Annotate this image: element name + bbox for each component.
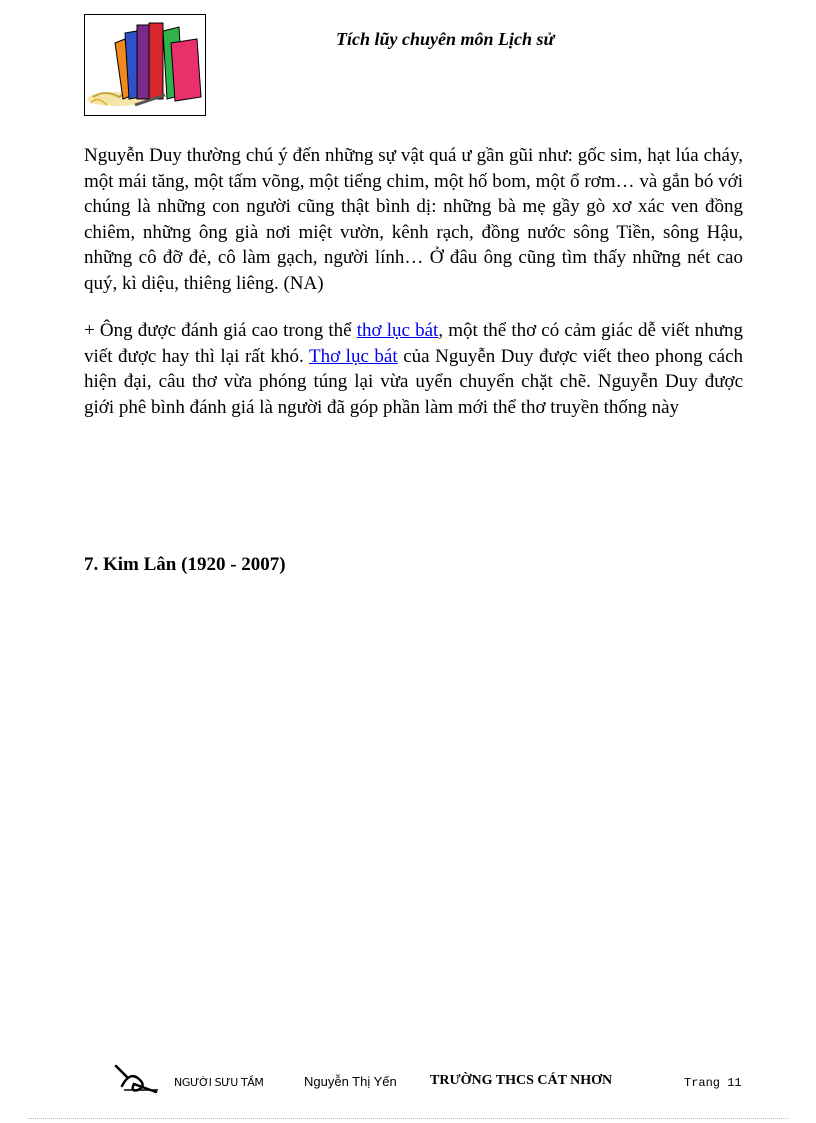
- header-title: Tích lũy chuyên môn Lịch sử: [336, 29, 555, 49]
- paragraph-text: của Nguyễn Duy được viết theo phong cách hiện đại, câu thơ vừa phóng túng lại vừa uyển chuyển chặt chẽ. Nguyễn Duy được giới phê bình đánh giá là người đã góp phần làm mới thể thơ truyền thống này: [84, 345, 744, 418]
- pen-signature-icon: [112, 1060, 162, 1096]
- paragraph-text: + Ông được đánh giá cao trong thể: [84, 320, 357, 341]
- section-heading: 7. Kim Lân (1920 - 2007): [84, 554, 286, 575]
- books-icon: [85, 15, 205, 115]
- books-logo: [84, 14, 206, 116]
- body-paragraph-1: Nguyễn Duy thường chú ý đến những sự vật quá ư gần gũi như: gốc sim, hạt lúa cháy, một mái tăng, một tấm võng, một tiếng chim, một hố bom, một ổ rơm… và gắn bó với chúng là những con người cũng thật bình dị: những bà mẹ gầy gò xơ xác ven đồng chiêm, những ông già nơi miệt vườn, kênh rạch, đồng nước sông Tiền, sông Hậu, những cô đỡ đẻ, cô làm gạch, người lính… Ở đâu ông cũng tìm thấy những nét cao quý, kì diệu, thiêng liêng. (NA): [84, 145, 743, 294]
- page-number: Trang 11: [684, 1076, 742, 1090]
- author-name: Nguyễn Thị Yến: [304, 1074, 397, 1089]
- page-footer: [112, 1060, 752, 1100]
- school-name: TRƯỜNG THCS CÁT NHƠN: [430, 1073, 613, 1088]
- body-paragraph-2: [84, 318, 743, 420]
- collector-label: NGƯỜI SƯU TẦM: [174, 1076, 264, 1089]
- paragraph-text: , một thể thơ có cảm giác dễ viết nhưng viết được hay thì lại rất khó.: [84, 320, 744, 367]
- tho-luc-bat-link-2[interactable]: Thơ lục bát: [308, 345, 398, 367]
- footer-divider: [28, 1118, 788, 1119]
- tho-luc-bat-link[interactable]: thơ lục bát: [356, 320, 439, 341]
